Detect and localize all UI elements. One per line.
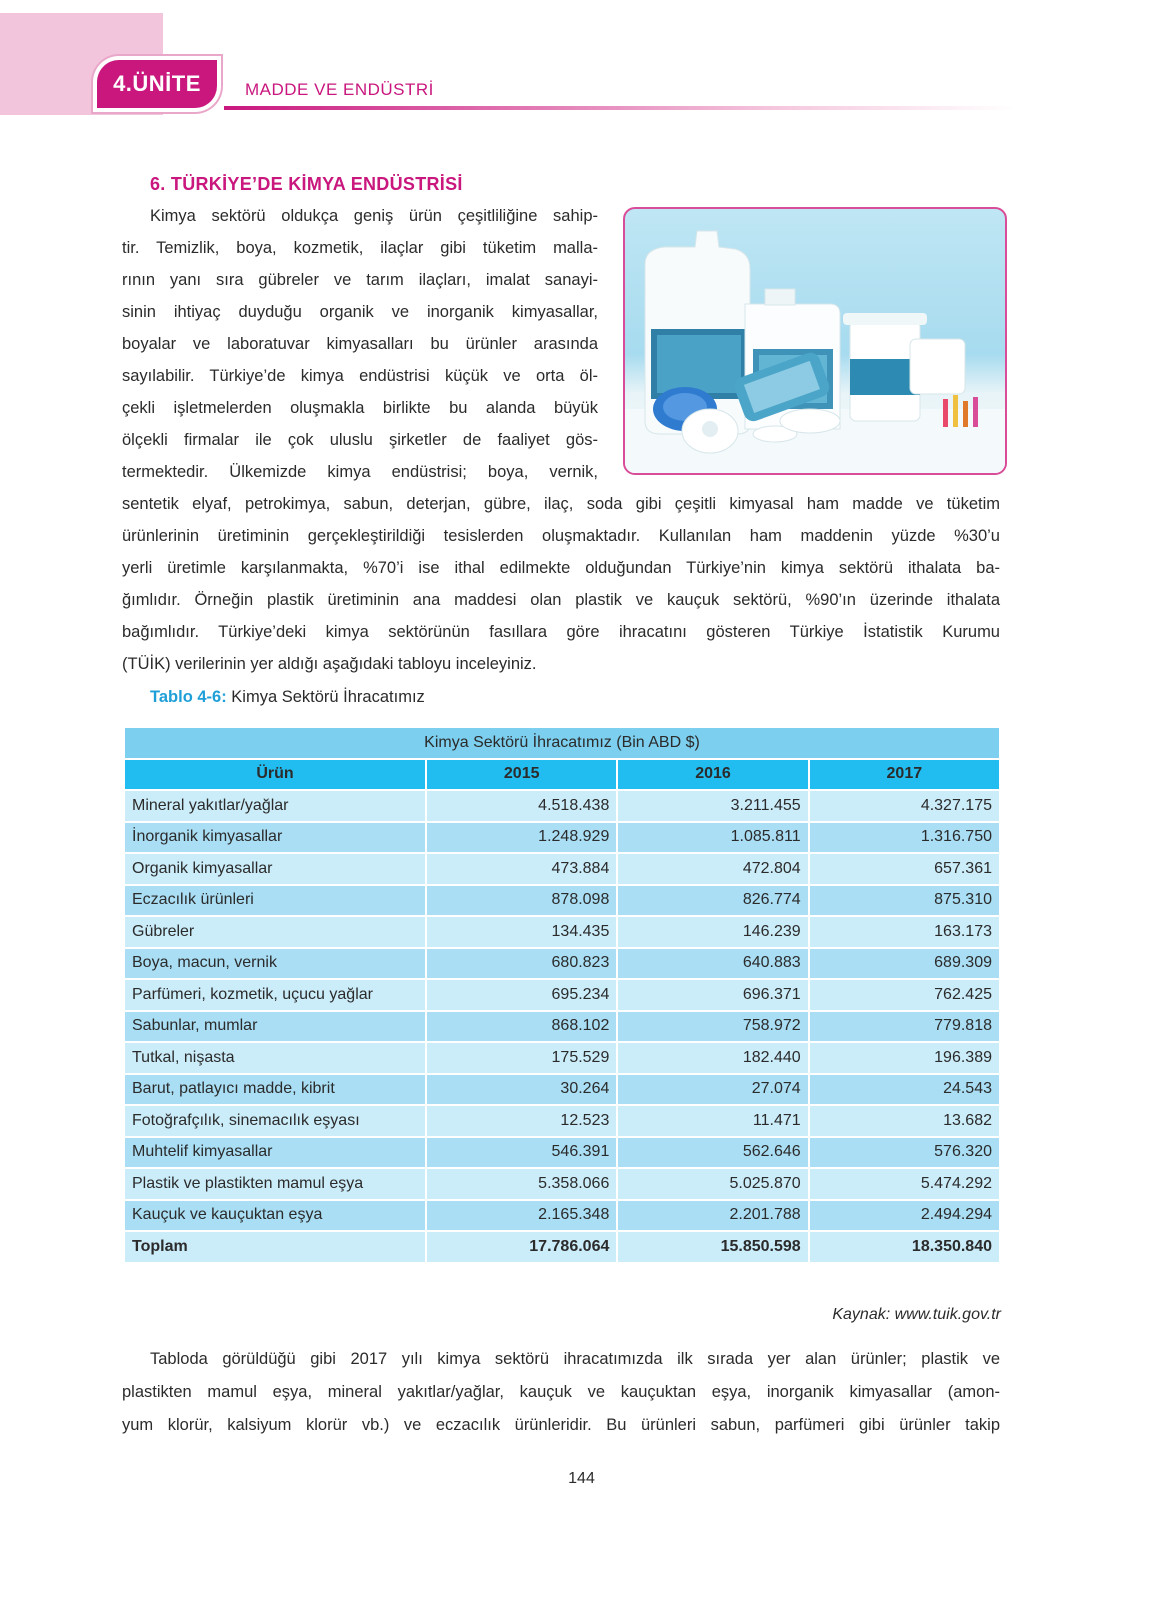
table-row: [125, 949, 999, 979]
table-source: Kaynak: www.tuik.gov.tr: [832, 1306, 1001, 1323]
value-cell: 758.972: [618, 1012, 807, 1042]
product-cell: Organik kimyasallar: [125, 854, 425, 884]
column-header: 2015: [427, 760, 616, 790]
product-cell: Tutkal, nişasta: [125, 1043, 425, 1073]
value-cell: 1.248.929: [427, 823, 616, 853]
value-cell: 657.361: [810, 854, 999, 884]
value-cell: 11.471: [618, 1106, 807, 1136]
table-row: [125, 1169, 999, 1199]
product-cell: Barut, patlayıcı madde, kibrit: [125, 1075, 425, 1105]
chemical-containers-illustration: [625, 209, 1005, 473]
value-cell: 182.440: [618, 1043, 807, 1073]
value-cell: 779.818: [810, 1012, 999, 1042]
value-cell: 562.646: [618, 1138, 807, 1168]
value-cell: 472.804: [618, 854, 807, 884]
paragraph-line: rının yanı sıra gübreler ve tarım ilaçları, imalat sanayi-: [122, 271, 598, 289]
paragraph-line: ürünlerinin üretiminin gerçekleştirildiği tesislerden oluşmaktadır. Kullanılan ham maddenin yüzde %30’u: [122, 527, 1000, 545]
table-row: [125, 854, 999, 884]
paragraph-line: sentetik elyaf, petrokimya, sabun, deterjan, gübre, ilaç, soda gibi çeşitli kimyasal ham madde ve tüketim: [122, 495, 1000, 513]
product-cell: Sabunlar, mumlar: [125, 1012, 425, 1042]
value-cell: 2.165.348: [427, 1201, 616, 1231]
paragraph-line: çekli işletmelerden oluşmakla birlikte bu alanda büyük: [122, 399, 598, 417]
paragraph-line: bağımlıdır. Türkiye’deki kimya sektörünün fasıllara göre ihracatını gösteren Türkiye İstatistik Kurumu: [122, 623, 1000, 641]
value-cell: 640.883: [618, 949, 807, 979]
value-cell: 695.234: [427, 980, 616, 1010]
section-title: 6. TÜRKİYE’DE KİMYA ENDÜSTRİSİ: [150, 174, 463, 194]
paragraph-line: Kimya sektörü oldukça geniş ürün çeşitliliğine sahip-: [150, 207, 598, 225]
value-cell: 1.085.811: [618, 823, 807, 853]
value-cell: 576.320: [810, 1138, 999, 1168]
table-caption-text: Kimya Sektörü İhracatımız: [231, 688, 425, 706]
table-row: [125, 886, 999, 916]
value-cell: 3.211.455: [618, 791, 807, 821]
value-cell: 24.543: [810, 1075, 999, 1105]
product-cell: Plastik ve plastikten mamul eşya: [125, 1169, 425, 1199]
product-cell: Eczacılık ürünleri: [125, 886, 425, 916]
table-row: [125, 791, 999, 821]
paragraph-line: (TÜİK) verilerinin yer aldığı aşağıdaki tabloyu inceleyiniz.: [122, 655, 537, 673]
value-cell: 5.474.292: [810, 1169, 999, 1199]
column-header: 2017: [810, 760, 999, 790]
value-cell: 2.201.788: [618, 1201, 807, 1231]
table-caption-label: Tablo 4-6:: [150, 688, 227, 706]
product-cell: Kauçuk ve kauçuktan eşya: [125, 1201, 425, 1231]
value-cell: 30.264: [427, 1075, 616, 1105]
total-label: Toplam: [125, 1232, 425, 1262]
product-cell: Gübreler: [125, 917, 425, 947]
table-caption: [150, 688, 425, 707]
value-cell: 680.823: [427, 949, 616, 979]
paragraph-line: termektedir. Ülkemizde kimya endüstrisi; boya, vernik,: [122, 463, 598, 481]
value-cell: 27.074: [618, 1075, 807, 1105]
product-cell: Parfümeri, kozmetik, uçucu yağlar: [125, 980, 425, 1010]
table-row: [125, 1043, 999, 1073]
value-cell: 4.518.438: [427, 791, 616, 821]
value-cell: 5.025.870: [618, 1169, 807, 1199]
table-row: [125, 1075, 999, 1105]
value-cell: 473.884: [427, 854, 616, 884]
paragraph-line: Tabloda görüldüğü gibi 2017 yılı kimya sektörü ihracatımızda ilk sırada yer alan ürünler; plastik ve: [150, 1350, 1000, 1368]
value-cell: 826.774: [618, 886, 807, 916]
paragraph-line: ğımlıdır. Örneğin plastik üretiminin ana maddesi olan plastik ve kauçuk sektörü, %90’ın üzerinde ithalata: [122, 591, 1000, 609]
value-cell: 2.494.294: [810, 1201, 999, 1231]
value-cell: 196.389: [810, 1043, 999, 1073]
column-header: 2016: [618, 760, 807, 790]
paragraph-line: boyalar ve laboratuvar kimyasalları bu ürünler arasında: [122, 335, 598, 353]
value-cell: 696.371: [618, 980, 807, 1010]
paragraph-line: yum klorür, kalsiyum klorür vb.) ve eczacılık ürünleridir. Bu ürünleri sabun, parfümeri gibi ürünler takip: [122, 1416, 1000, 1434]
paragraph-line: plastikten mamul eşya, mineral yakıtlar/yağlar, kauçuk ve kauçuktan eşya, inorganik kimyasallar (amon-: [122, 1383, 1000, 1401]
unit-title: MADDE VE ENDÜSTRİ: [245, 80, 434, 99]
paragraph-line: yerli üretimle karşılanmakta, %70’i ise ithal edilmekte olduğundan Türkiye’nin kimya sektörü ithalata ba-: [122, 559, 1000, 577]
export-table: [123, 726, 1001, 1264]
product-cell: Mineral yakıtlar/yağlar: [125, 791, 425, 821]
header-divider: [224, 106, 1014, 110]
paragraph-line: tir. Temizlik, boya, kozmetik, ilaçlar gibi tüketim malla-: [122, 239, 598, 257]
paragraph-line: sayılabilir. Türkiye’de kimya endüstrisi küçük ve orta öl-: [122, 367, 598, 385]
column-header: Ürün: [125, 760, 425, 790]
value-cell: 878.098: [427, 886, 616, 916]
value-cell: 5.358.066: [427, 1169, 616, 1199]
table-row: [125, 1201, 999, 1231]
value-cell: 762.425: [810, 980, 999, 1010]
value-cell: 163.173: [810, 917, 999, 947]
table-total-row: [125, 1232, 999, 1262]
total-value: 18.350.840: [810, 1232, 999, 1262]
value-cell: 689.309: [810, 949, 999, 979]
product-cell: Muhtelif kimyasallar: [125, 1138, 425, 1168]
product-cell: Fotoğrafçılık, sinemacılık eşyası: [125, 1106, 425, 1136]
value-cell: 875.310: [810, 886, 999, 916]
table-row: [125, 980, 999, 1010]
value-cell: 1.316.750: [810, 823, 999, 853]
value-cell: 12.523: [427, 1106, 616, 1136]
table-row: [125, 917, 999, 947]
value-cell: 146.239: [618, 917, 807, 947]
value-cell: 546.391: [427, 1138, 616, 1168]
value-cell: 13.682: [810, 1106, 999, 1136]
table-row: [125, 1106, 999, 1136]
total-value: 15.850.598: [618, 1232, 807, 1262]
table-row: [125, 823, 999, 853]
value-cell: 868.102: [427, 1012, 616, 1042]
value-cell: 4.327.175: [810, 791, 999, 821]
unit-badge: 4.ÜNİTE: [97, 60, 217, 108]
value-cell: 134.435: [427, 917, 616, 947]
page-number: 144: [568, 1470, 595, 1487]
table-title: Kimya Sektörü İhracatımız (Bin ABD $): [125, 728, 999, 758]
value-cell: 175.529: [427, 1043, 616, 1073]
table-row: [125, 1138, 999, 1168]
table-row: [125, 1012, 999, 1042]
paragraph-line: sinin ihtiyaç duyduğu organik ve inorganik kimyasallar,: [122, 303, 598, 321]
paragraph-line: ölçekli firmalar ile çok uluslu şirketler de faaliyet gös-: [122, 431, 598, 449]
total-value: 17.786.064: [427, 1232, 616, 1262]
chemical-products-photo: [623, 207, 1007, 475]
product-cell: İnorganik kimyasallar: [125, 823, 425, 853]
product-cell: Boya, macun, vernik: [125, 949, 425, 979]
